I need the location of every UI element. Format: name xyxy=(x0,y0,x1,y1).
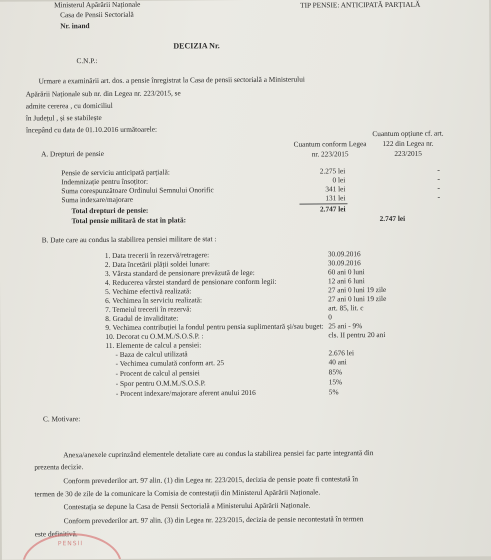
calc-elements-label: 11. Elemente de calcul a pensiei: xyxy=(105,340,202,350)
calc-base-label: - Baza de calcul utilizată xyxy=(115,349,188,359)
companion-allowance-option: - xyxy=(437,174,441,184)
section-c-label: C. Motivare: xyxy=(42,414,81,424)
motivation-paragraph-4: Conform prevederilor art. 97 alin. (3) din Legea nr. 223/2015, decizia de pensie necontestată în termen xyxy=(63,514,364,526)
pension-office-name: Casa de Pensii Sectorială xyxy=(60,9,134,20)
decoration-bonus-label: - Spor pentru O.M.M./S.O.S.P. xyxy=(115,378,206,388)
decision-title: DECIZIA Nr. xyxy=(173,41,220,51)
invalidity-label: 8. Gradul de invaliditate: xyxy=(105,313,179,323)
contribution-seniority-label: 9. Vechimea contribuției la fondul pentru pensia suplimentară și/sau buget: xyxy=(105,321,324,332)
section-a-label: A. Drepturi de pensie xyxy=(41,148,104,159)
motivation-paragraph-2: Conform prevederilor art. 97 alin. (1) din Legea nr. 223/2015, decizia de pensie poate fi contestată în xyxy=(63,474,359,486)
decoration-label: 10. Decorat cu O.M.M./S.O.S.P. : xyxy=(105,331,204,341)
motivation-paragraph-1: Anexa/anexele cuprinzând elementele detaliate care au condus la stabilirea pensiei fac parte integrantă din xyxy=(63,448,374,460)
stamp-text: PENSII xyxy=(57,540,84,548)
cumulated-seniority-label: - Vechimea cumulată conform art. 25 xyxy=(115,358,225,368)
section-b-label: B. Date care au condus la stabilirea pensiei militare de stat : xyxy=(41,234,217,245)
intro-line-4: în Județul , și se stabilește xyxy=(25,113,102,123)
motivation-paragraph-4-cont: este definitivă. xyxy=(34,529,78,539)
contribution-seniority-value: 25 ani - 9% xyxy=(328,321,363,331)
indexation-percent-value: 5% xyxy=(328,387,339,397)
age-reduction-value: 12 ani 6 luni xyxy=(327,276,365,286)
pay-stop-date-value: 30.09.2016 xyxy=(327,258,361,268)
indexation-percent-label: - Procent indexare/majorare aferent anului 2016 xyxy=(115,387,256,398)
cumulated-seniority-value: 40 ani xyxy=(328,357,347,367)
registration-number: Nr. inand xyxy=(60,21,90,31)
calc-percent-label: - Procent de calcul al pensiei xyxy=(115,368,200,378)
honorary-sign-option: - xyxy=(437,183,441,193)
indexation-label: Suma indexare/majorare xyxy=(61,194,134,205)
motivation-paragraph-1-cont: prezenta decizie. xyxy=(34,462,84,472)
effective-seniority-value: 27 ani 0 luni 19 zile xyxy=(328,285,387,295)
companion-allowance-value: 0 lei xyxy=(332,175,346,185)
effective-seniority-label: 5. Vechime efectivă realizată: xyxy=(105,286,192,296)
motivation-paragraph-3: Contestația se depune la Casa de Pensii Sectorială a Ministerului Apărării Naționale. xyxy=(63,500,311,512)
pension-row-option: - xyxy=(437,165,440,175)
indexation-option: - xyxy=(437,192,441,202)
column-header-law: Cuantum conform Legea nr. 223/2015 xyxy=(293,139,367,159)
standard-age-value: 60 ani 0 luni xyxy=(327,267,365,277)
intro-line-3: admite cererea , cu domiciliul xyxy=(25,100,113,111)
calc-base-value: 2.676 lei xyxy=(328,348,355,358)
cnp-label: C.N.P.: xyxy=(76,56,98,66)
column-header-option: Cuantum opțiune cf. art. 122 din Legea nr. 223/2015 xyxy=(372,128,444,158)
service-seniority-value: 27 ani 0 luni 19 zile xyxy=(328,294,387,304)
pension-type: TIP PENSIE: ANTICIPATĂ PARȚIALĂ xyxy=(300,0,421,10)
reserve-date-label: 1. Data trecerii în rezervă/retragere: xyxy=(104,250,210,260)
companion-allowance-label: Indemnizație pentru însoțitor: xyxy=(61,176,149,187)
age-reduction-label: 4. Reducerea vârstei standard de pensionare conform legii: xyxy=(104,276,277,287)
decoration-value: cls. II pentru 20 ani xyxy=(328,330,386,340)
pension-row-label: Pensie de serviciu anticipată parțială: xyxy=(61,167,170,178)
decoration-bonus-value: 15% xyxy=(328,377,343,387)
reserve-basis-label: 7. Temeiul trecerii în rezervă: xyxy=(105,304,192,314)
intro-line-1: Urmare a examinării art. dos. a pensie înregistrat la Casa de pensii sectorială a Ministerului xyxy=(38,74,305,86)
calc-percent-value: 85% xyxy=(328,367,343,377)
pension-row-value: 2.275 lei xyxy=(319,166,346,176)
honorary-sign-label: Suma corespunzătoare Ordinului Semnului Onorific xyxy=(61,185,214,196)
motivation-paragraph-2-cont: termen de 30 de zile de la comunicare la Comisia de contestații din Ministerul Apărării Naționale. xyxy=(34,487,321,499)
ministry-name: Ministerul Apărării Naționale xyxy=(54,0,141,10)
reserve-basis-value: art. 85, lit. c xyxy=(328,303,364,313)
total-rights-label: Total drepturi de pensie: xyxy=(71,205,149,216)
intro-line-2: Apărării Naționale sub nr. din Legea nr. 223/2015, se xyxy=(25,88,181,99)
reserve-date-value: 30.09.2016 xyxy=(327,249,361,259)
total-military-value: 2.747 lei xyxy=(379,213,406,224)
total-military-label: Total pensie militară de stat în plată: xyxy=(71,215,187,226)
indexation-value: 131 lei xyxy=(325,193,346,203)
invalidity-value: 0 xyxy=(328,312,332,322)
service-seniority-label: 6. Vechimea în serviciu realizată: xyxy=(105,295,203,305)
standard-age-label: 3. Vârsta standard de pensionare prevăzută de lege: xyxy=(104,267,255,278)
intro-line-5: începând cu data de 01.10.2016 următoarele: xyxy=(25,124,158,135)
pay-stop-date-label: 2. Data încetării plății soldei lunare: xyxy=(104,259,210,269)
honorary-sign-value: 341 lei xyxy=(325,184,346,194)
total-rights-value: 2.747 lei xyxy=(319,204,346,214)
